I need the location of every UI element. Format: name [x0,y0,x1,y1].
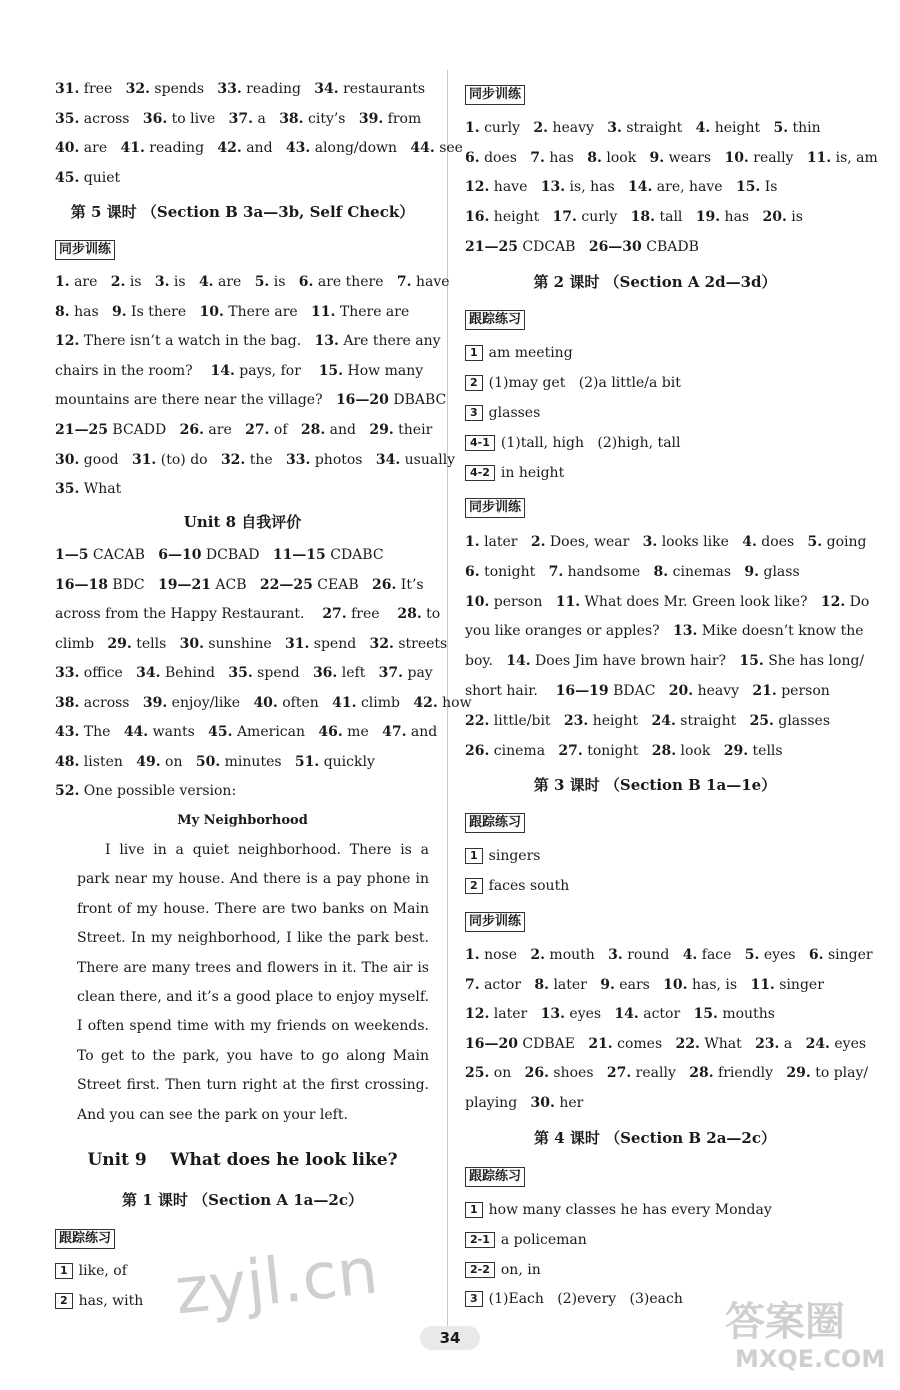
tag-genzong-practice-3: 跟踪练习 [465,813,525,833]
answer-line: 22. little/bit 23. height 24. straight 25. glasses [465,712,830,729]
answer-text: (1)Each (2)every (3)each [488,1291,683,1308]
answer-line: 35. across 36. to live 37. a 38. city’s 39. from [55,110,422,127]
question-number-box: 2-2 [465,1262,495,1278]
answer-line: 40. are 41. reading 42. and 43. along/down 44. see [55,140,463,157]
watermark-zyjl: zyjl.cn [171,1234,382,1330]
answer-text: faces south [488,878,570,894]
question-number-box: 3 [465,405,483,421]
answer-line: 52. One possible version: [55,783,237,799]
answer-line: 38. across 39. enjoy/like 40. often 41. climb 42. how [55,694,472,711]
answer-line: 16. height 17. curly 18. tall 19. has 20. is [465,209,803,226]
answer-line: 21—25 CDCAB 26—30 CBADB [465,238,699,255]
track-item [465,876,569,896]
lesson1-title: 第 1 课时 （Section A 1a—2c） [122,1191,363,1209]
answer-line: across from the Happy Restaurant. 27. free 28. to [55,606,441,622]
answer-line: 35. What [55,481,122,498]
unit9-title: Unit 9 What does he look like? [87,1150,398,1170]
answer-text: on, in [500,1261,541,1278]
tag-genzong-practice-2: 跟踪练习 [465,310,525,330]
answer-line: 6. tonight 7. handsome 8. cinemas 9. glass [465,563,800,580]
answer-line: 12. later 13. eyes 14. actor 15. mouths [465,1006,775,1023]
essay-body [77,836,429,1130]
track-item [465,373,681,393]
answer-line: 25. on 26. shoes 27. really 28. friendly 29. to play/ [465,1065,869,1082]
tag-genzong-practice-4: 跟踪练习 [465,1167,525,1187]
watermark-site: MXQE.COM [735,1345,886,1373]
tag-tongbu-training-3: 同步训练 [465,912,525,932]
answer-line: short hair. 16—19 BDAC 20. heavy 21. person [465,683,830,699]
answer-text: how many classes he has every Monday [488,1202,772,1218]
question-number-box: 4-2 [465,465,495,481]
lesson4-title: 第 4 课时 （Section B 2a—2c） [533,1129,776,1147]
answer-line: you like oranges or apples? 13. Mike doesn’t know the [465,623,864,640]
answer-text: (1)tall, high (2)high, tall [500,434,681,451]
answer-line: boy. 14. Does Jim have brown hair? 15. She has long/ [465,653,865,670]
essay-title: My Neighborhood [177,813,308,828]
answer-line: 6. does 7. has 8. look 9. wears 10. really 11. is, am [465,149,878,166]
track-item [465,1230,587,1250]
question-number-box: 1 [465,1202,483,1218]
track-item [465,403,540,423]
question-number-box: 2 [465,878,483,894]
answer-line: 33. office 34. Behind 35. spend 36. left 37. pay [55,665,433,681]
watermark-logo: 答案圈 [725,1299,845,1345]
answer-line: mountains are there near the village? 16—20 DBABC [55,392,447,409]
answer-line: 21—25 BCADD 26. are 27. of 28. and 29. their [55,422,433,438]
question-number-box: 2-1 [465,1232,495,1248]
answer-line: 45. quiet [55,170,121,187]
answer-line: climb 29. tells 30. sunshine 31. spend 32. streets [55,635,448,652]
track-item [465,846,540,866]
track-item [465,343,573,363]
page-number: 34 [420,1326,480,1350]
tag-tongbu-training-1: 同步训练 [465,85,525,105]
track-item [465,1200,772,1220]
track-item [55,1261,127,1281]
answer-line: 26. cinema 27. tonight 28. look 29. tells [465,742,783,759]
answer-line: 7. actor 8. later 9. ears 10. has, is 11. singer [465,976,824,993]
track-item [465,433,681,453]
answer-line: 1. are 2. is 3. is 4. are 5. is 6. are there 7. have [55,274,450,290]
answer-line: chairs in the room? 14. pays, for 15. How many [55,362,424,379]
answer-line: 31. free 32. spends 33. reading 34. restaurants [55,81,426,97]
answer-text: am meeting [488,345,573,361]
tag-tongbu-training: 同步训练 [55,240,115,260]
answer-text: has, with [78,1293,144,1309]
answer-line: 8. has 9. Is there 10. There are 11. There are [55,303,410,320]
answer-line: 48. listen 49. on 50. minutes 51. quickly [55,753,375,770]
answer-line: 16—20 CDBAE 21. comes 22. What 23. a 24. eyes [465,1035,867,1052]
answer-text: (1)may get (2)a little/a bit [488,374,681,391]
question-number-box: 4-1 [465,435,495,451]
answer-text: like, of [78,1263,127,1279]
answer-line: 30. good 31. (to) do 32. the 33. photos 34. usually [55,451,456,468]
answer-line: 16—18 BDC 19—21 ACB 22—25 CEAB 26. It’s [55,576,424,593]
question-number-box: 3 [465,1291,483,1307]
tag-genzong-practice: 跟踪练习 [55,1229,115,1249]
answer-line: 12. There isn’t a watch in the bag. 13. Are there any [55,333,441,350]
answer-text: a policeman [500,1231,587,1248]
answer-text: glasses [488,404,541,421]
answer-text: in height [500,464,565,481]
unit8-title: Unit 8 自我评价 [183,513,302,531]
answer-line: 12. have 13. is, has 14. are, have 15. Is [465,179,778,196]
answer-line: playing 30. her [465,1095,584,1111]
track-item [465,463,564,483]
question-number-box: 1 [55,1263,73,1279]
answer-text: singers [488,848,541,864]
question-number-box: 2 [465,375,483,391]
answer-line: 1. nose 2. mouth 3. round 4. face 5. eyes 6. singer [465,947,873,963]
track-item [465,1289,683,1309]
answer-line: 1. later 2. Does, wear 3. looks like 4. does 5. going [465,534,867,550]
question-number-box: 1 [465,345,483,361]
answer-line: 1. curly 2. heavy 3. straight 4. height 5. thin [465,120,821,136]
lesson3-title: 第 3 课时 （Section B 1a—1e） [533,776,777,794]
lesson5-title: 第 5 课时 （Section B 3a—3b, Self Check） [70,203,415,221]
track-item [465,1260,541,1280]
essay-paragraph: I live in a quiet neighborhood. There is a park near my house. And there is a pay phone in front of my house. There are two banks on Main Street. In my neighborhood, I like the park best. There are many trees and flowers in it. The air is clean there, and it’s a good place to enjoy myself. I often spend time with my friends on weekends. To get to the park, you have to go along Main Street first. Then turn right at the first crossing. And you can see the park on your left. [77,842,429,1123]
question-number-box: 2 [55,1293,73,1309]
track-item [55,1291,143,1311]
answer-line: 1—5 CACAB 6—10 DCBAD 11—15 CDABC [55,547,384,563]
lesson2-title: 第 2 课时 （Section A 2d—3d） [533,273,777,291]
tag-tongbu-training-2: 同步训练 [465,498,525,518]
answer-line: 10. person 11. What does Mr. Green look like? 12. Do [465,593,870,610]
answer-line: 43. The 44. wants 45. American 46. me 47. and [55,724,438,740]
question-number-box: 1 [465,848,483,864]
